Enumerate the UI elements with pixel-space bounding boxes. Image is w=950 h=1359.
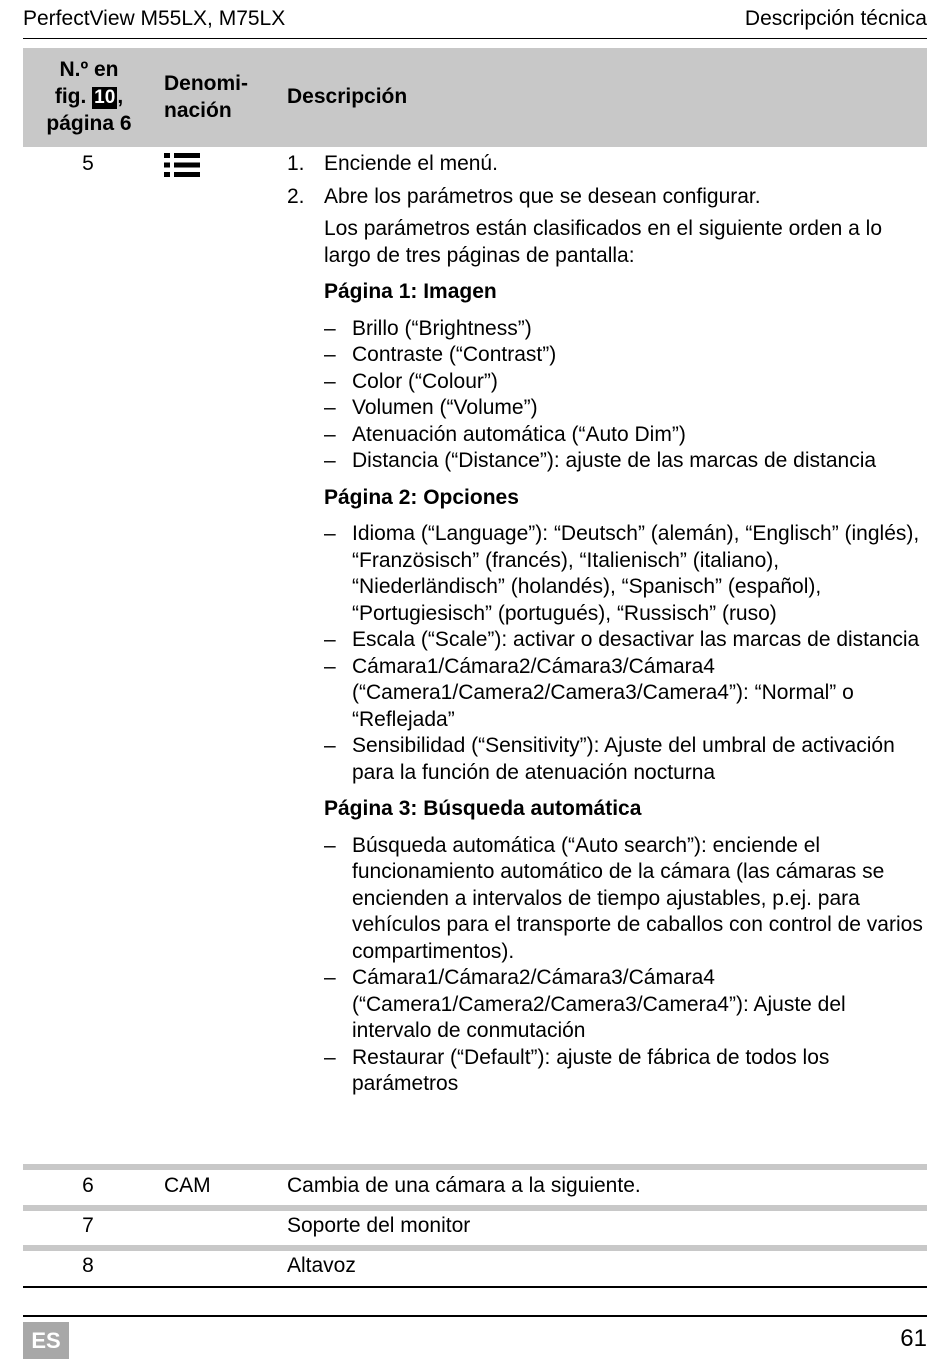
page-2-list: [324, 521, 927, 786]
intro-text: Los parámetros están clasificados en el siguiente orden a lo largo de tres páginas de pantalla:: [324, 217, 882, 267]
list-item: – Restaurar (“Default”): ajuste de fábrica de todos los parámetros: [324, 1045, 927, 1098]
row-7-number: 7: [82, 1214, 94, 1237]
page-1-list: [324, 316, 927, 475]
row-separator: [23, 1205, 927, 1211]
column-header-name: Denomi- nación: [164, 72, 248, 122]
step-1: 1. Enciende el menú.: [287, 152, 498, 175]
column-header-number: N.º en fig. 10, página 6: [46, 58, 132, 135]
list-item: – Cámara1/Cámara2/Cámara3/Cámara4 (“Camera1/Camera2/Camera3/Camera4”): Ajuste del intervalo de conmutación: [324, 965, 927, 1045]
list-item: – Color (“Colour”): [324, 369, 927, 396]
list-item: – Atenuación automática (“Auto Dim”): [324, 422, 927, 449]
row-5-description: [287, 151, 927, 1108]
row-5-number: 5: [82, 152, 94, 175]
page-header: [23, 0, 927, 39]
menu-list-icon: [164, 153, 200, 177]
row-8-number: 8: [82, 1254, 94, 1277]
list-item: – Escala (“Scale”): activar o desactivar las marcas de distancia: [324, 627, 927, 654]
figure-number-badge: 10: [94, 87, 116, 108]
list-item: – Cámara1/Cámara2/Cámara3/Cámara4 (“Camera1/Camera2/Camera3/Camera4”): “Normal” o “Reflejada”: [324, 654, 927, 734]
list-item: – Sensibilidad (“Sensitivity”): Ajuste del umbral de activación para la función de atenuación nocturna: [324, 733, 927, 786]
table-bottom-line: [23, 1286, 927, 1288]
list-item: – Brillo (“Brightness”): [324, 316, 927, 343]
list-item: – Idioma (“Language”): “Deutsch” (alemán), “Englisch” (inglés), “Französisch” (francés), “Italienisch” (italiano), “Niederländisch” (holandés), “Spanisch” (español), “Portugiesisch” (portugués), “Russisch” (ruso): [324, 521, 927, 627]
footer-line: [23, 1315, 927, 1317]
row-8-description: Altavoz: [287, 1254, 356, 1277]
list-item: – Búsqueda automática (“Auto search”): enciende el funcionamiento automático de la cámara (las cámaras se encienden a intervalos de tiempo ajustables, p.ej. para vehículos para el transporte de caballos con control de varios compartimentos).: [324, 833, 927, 966]
row-separator: [23, 1245, 927, 1251]
row-6-description: Cambia de una cámara a la siguiente.: [287, 1174, 641, 1197]
header-product: PerfectView M55LX, M75LX: [23, 7, 286, 30]
row-7-description: Soporte del monitor: [287, 1214, 471, 1237]
list-item: – Volumen (“Volume”): [324, 395, 927, 422]
row-separator: [23, 1164, 927, 1170]
language-tag: ES: [23, 1322, 69, 1359]
page-1-heading: Página 1: Imagen: [324, 280, 497, 303]
header-section: Descripción técnica: [744, 7, 927, 30]
page-number: 61: [900, 1325, 927, 1352]
page-3-heading: Página 3: Búsqueda automática: [324, 797, 642, 820]
step-2: 2. Abre los parámetros que se desean configurar.: [287, 184, 761, 208]
list-item: – Contraste (“Contrast”): [324, 342, 927, 369]
page-2-heading: Página 2: Opciones: [324, 485, 519, 509]
settings-details: [287, 216, 927, 1098]
column-header-description: Descripción: [287, 85, 408, 108]
table-header: [23, 48, 927, 147]
row-6-number: 6: [82, 1174, 94, 1197]
list-item: – Distancia (“Distance”): ajuste de las marcas de distancia: [324, 448, 927, 475]
page-3-list: [324, 833, 927, 1098]
row-6-name: CAM: [164, 1174, 211, 1197]
